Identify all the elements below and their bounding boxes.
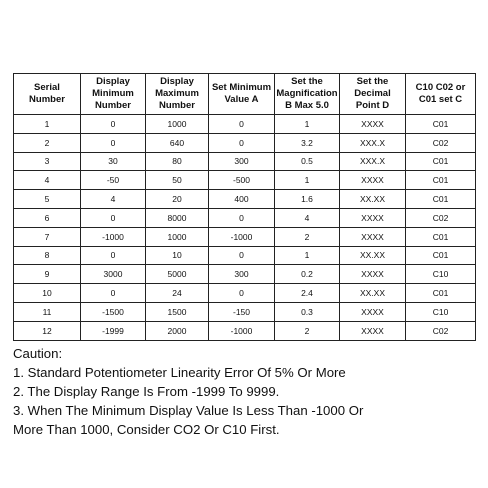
cell-serial-number: 10 xyxy=(14,284,81,303)
cell-set-min-a: 300 xyxy=(209,152,275,171)
cell-serial-number: 1 xyxy=(14,115,81,134)
cell-display-min: -1999 xyxy=(81,321,146,340)
cell-mode-c: C01 xyxy=(406,171,476,190)
cell-decimal-point-d: XXXX xyxy=(340,302,406,321)
cell-display-min: 3000 xyxy=(81,265,146,284)
cell-set-min-a: 400 xyxy=(209,190,275,209)
caution-line-3: 3. When The Minimum Display Value Is Less Than -1000 Or xyxy=(13,403,364,418)
cell-decimal-point-d: XXXX xyxy=(340,321,406,340)
cell-display-max: 1000 xyxy=(146,227,209,246)
cell-set-min-a: -150 xyxy=(209,302,275,321)
cell-serial-number: 2 xyxy=(14,133,81,152)
parameter-table xyxy=(13,73,476,341)
cell-magnification-b: 0.2 xyxy=(275,265,340,284)
header-line: Number xyxy=(95,100,131,111)
cell-mode-c: C02 xyxy=(406,133,476,152)
cell-display-max: 10 xyxy=(146,246,209,265)
cell-set-min-a: 0 xyxy=(209,208,275,227)
cell-display-min: 0 xyxy=(81,246,146,265)
cell-decimal-point-d: XXXX xyxy=(340,208,406,227)
table-row xyxy=(14,208,476,227)
cell-magnification-b: 1 xyxy=(275,115,340,134)
table-row xyxy=(14,227,476,246)
cell-magnification-b: 1 xyxy=(275,246,340,265)
cell-mode-c: C01 xyxy=(406,115,476,134)
cell-decimal-point-d: XXX.X xyxy=(340,152,406,171)
cell-decimal-point-d: XXXX xyxy=(340,171,406,190)
cell-serial-number: 5 xyxy=(14,190,81,209)
header-line: Number xyxy=(159,100,195,111)
header-line: C01 set C xyxy=(418,94,463,105)
table-row xyxy=(14,246,476,265)
cell-mode-c: C01 xyxy=(406,246,476,265)
cell-decimal-point-d: XXXX xyxy=(340,227,406,246)
cell-mode-c: C10 xyxy=(406,265,476,284)
header-magnification xyxy=(275,74,340,115)
cell-magnification-b: 2 xyxy=(275,227,340,246)
header-line: Point D xyxy=(355,100,390,111)
header-line: Value A xyxy=(224,94,259,105)
cell-set-min-a: -1000 xyxy=(209,227,275,246)
header-line: Serial xyxy=(34,82,60,93)
cell-magnification-b: 1 xyxy=(275,171,340,190)
cell-magnification-b: 0.5 xyxy=(275,152,340,171)
table-body xyxy=(14,115,476,341)
header-display-minimum xyxy=(81,74,146,115)
cell-serial-number: 6 xyxy=(14,208,81,227)
cell-display-min: -1500 xyxy=(81,302,146,321)
header-line: Minimum xyxy=(92,88,134,99)
table-row xyxy=(14,133,476,152)
caution-notes xyxy=(13,344,483,439)
cell-display-min: -1000 xyxy=(81,227,146,246)
table-row xyxy=(14,302,476,321)
cell-magnification-b: 1.6 xyxy=(275,190,340,209)
caution-line-4: More Than 1000, Consider CO2 Or C10 First. xyxy=(13,422,280,437)
cell-display-max: 20 xyxy=(146,190,209,209)
caution-title: Caution: xyxy=(13,346,63,361)
cell-decimal-point-d: XXXX xyxy=(340,265,406,284)
header-line: Number xyxy=(29,94,65,105)
cell-mode-c: C01 xyxy=(406,190,476,209)
cell-mode-c: C01 xyxy=(406,227,476,246)
cell-display-max: 1500 xyxy=(146,302,209,321)
cell-display-min: 30 xyxy=(81,152,146,171)
cell-decimal-point-d: XXX.X xyxy=(340,133,406,152)
cell-display-min: 0 xyxy=(81,115,146,134)
cell-display-min: 0 xyxy=(81,284,146,303)
cell-display-max: 2000 xyxy=(146,321,209,340)
cell-set-min-a: -1000 xyxy=(209,321,275,340)
cell-mode-c: C02 xyxy=(406,208,476,227)
cell-magnification-b: 2 xyxy=(275,321,340,340)
header-serial-number xyxy=(14,74,81,115)
header-line: Maximum xyxy=(155,88,199,99)
header-line: B Max 5.0 xyxy=(285,100,329,111)
cell-serial-number: 4 xyxy=(14,171,81,190)
header-line: C10 C02 or xyxy=(415,82,466,93)
cell-serial-number: 8 xyxy=(14,246,81,265)
table-header-row xyxy=(14,74,476,115)
cell-display-min: -50 xyxy=(81,171,146,190)
header-line: Display xyxy=(160,76,194,87)
cell-decimal-point-d: XX.XX xyxy=(340,284,406,303)
cell-mode-c: C01 xyxy=(406,284,476,303)
caution-line-1: 1. Standard Potentiometer Linearity Error Of 5% Or More xyxy=(13,365,346,380)
table-row xyxy=(14,265,476,284)
cell-serial-number: 7 xyxy=(14,227,81,246)
cell-serial-number: 3 xyxy=(14,152,81,171)
cell-display-max: 1000 xyxy=(146,115,209,134)
header-line: Display xyxy=(96,76,130,87)
table-row xyxy=(14,284,476,303)
cell-display-min: 0 xyxy=(81,208,146,227)
cell-set-min-a: 0 xyxy=(209,284,275,303)
header-line: Decimal xyxy=(354,88,391,99)
cell-decimal-point-d: XX.XX xyxy=(340,246,406,265)
header-line: Set the xyxy=(356,76,389,87)
cell-set-min-a: 0 xyxy=(209,133,275,152)
cell-mode-c: C10 xyxy=(406,302,476,321)
cell-magnification-b: 2.4 xyxy=(275,284,340,303)
cell-set-min-a: 0 xyxy=(209,115,275,134)
cell-serial-number: 11 xyxy=(14,302,81,321)
header-display-maximum xyxy=(146,74,209,115)
cell-decimal-point-d: XXXX xyxy=(340,115,406,134)
cell-display-min: 0 xyxy=(81,133,146,152)
table-row xyxy=(14,152,476,171)
cell-magnification-b: 0.3 xyxy=(275,302,340,321)
cell-display-max: 80 xyxy=(146,152,209,171)
cell-mode-c: C01 xyxy=(406,152,476,171)
cell-serial-number: 12 xyxy=(14,321,81,340)
cell-decimal-point-d: XX.XX xyxy=(340,190,406,209)
cell-set-min-a: 300 xyxy=(209,265,275,284)
header-line: Magnification xyxy=(276,88,338,99)
cell-magnification-b: 4 xyxy=(275,208,340,227)
caution-line-2: 2. The Display Range Is From -1999 To 9999. xyxy=(13,384,280,399)
cell-serial-number: 9 xyxy=(14,265,81,284)
cell-magnification-b: 3.2 xyxy=(275,133,340,152)
cell-set-min-a: 0 xyxy=(209,246,275,265)
header-decimal-point xyxy=(340,74,406,115)
cell-set-min-a: -500 xyxy=(209,171,275,190)
header-mode-setting xyxy=(406,74,476,115)
header-line: Set Minimum xyxy=(211,82,272,93)
header-set-minimum xyxy=(209,74,275,115)
header-line: Set the xyxy=(291,76,323,87)
table-row xyxy=(14,321,476,340)
cell-display-max: 50 xyxy=(146,171,209,190)
cell-display-max: 24 xyxy=(146,284,209,303)
cell-display-max: 8000 xyxy=(146,208,209,227)
table-row xyxy=(14,190,476,209)
cell-mode-c: C02 xyxy=(406,321,476,340)
table-row xyxy=(14,115,476,134)
cell-display-max: 640 xyxy=(146,133,209,152)
cell-display-min: 4 xyxy=(81,190,146,209)
table-row xyxy=(14,171,476,190)
cell-display-max: 5000 xyxy=(146,265,209,284)
